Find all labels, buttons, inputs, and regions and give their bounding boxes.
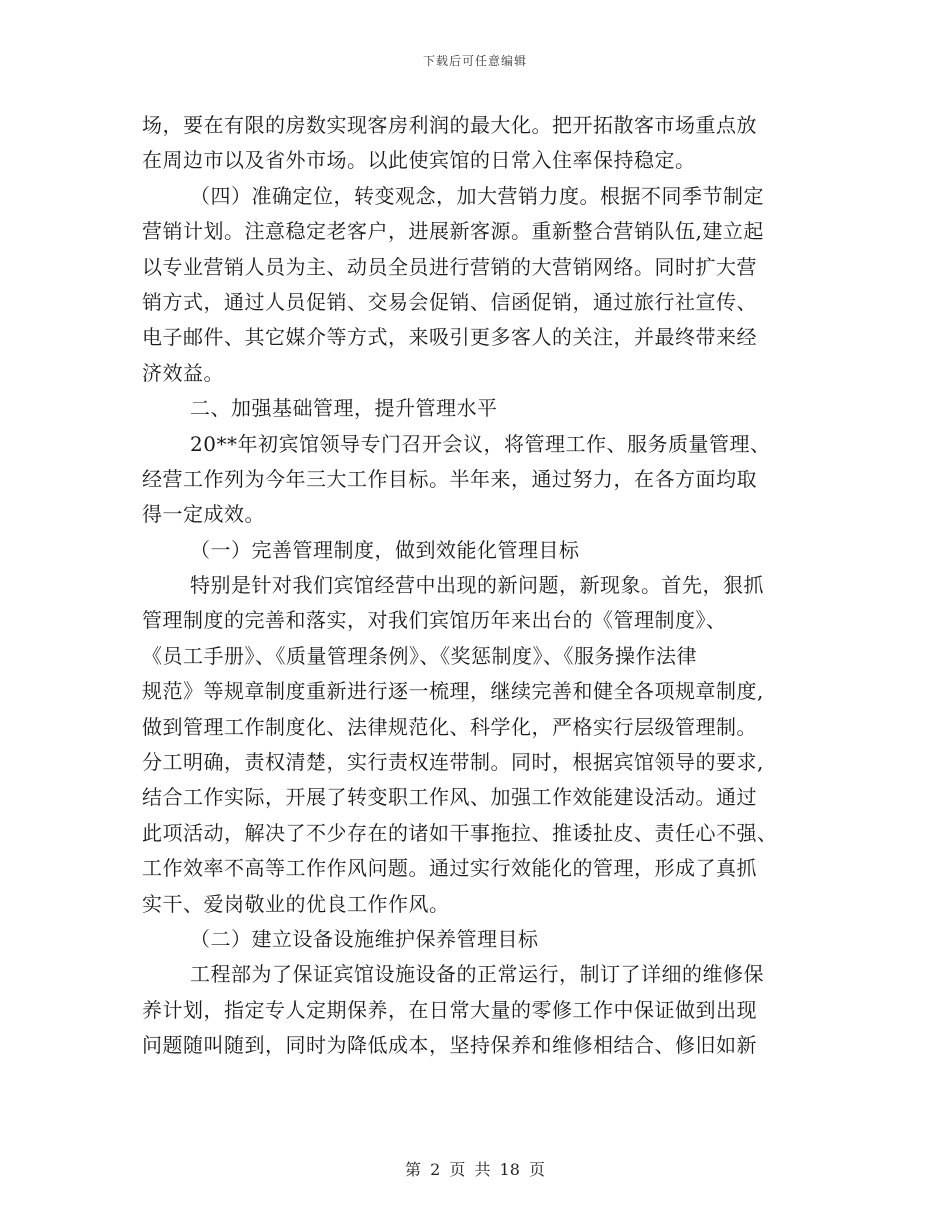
text-line: 做到管理工作制度化、法律规范化、科学化，严格实行层级管理制。 — [142, 714, 757, 739]
text-line: 在周边市以及省外市场。以此使宾馆的日常入住率保持稳定。 — [142, 148, 696, 173]
text-line: （二）建立设备设施维护保养管理目标 — [190, 926, 539, 951]
text-line: 20**年初宾馆领导专门召开会议，将管理工作、服务质量管理、 — [190, 431, 771, 456]
text-line: 工程部为了保证宾馆设施设备的正常运行，制订了详细的维修保 — [190, 962, 764, 987]
text-line: 规范》等规章制度重新进行逐一梳理，继续完善和健全各项规章制度, — [142, 679, 764, 704]
text-line: 济效益。 — [142, 360, 224, 385]
text-line: （四）准确定位，转变观念，加大营销力度。根据不同季节制定 — [190, 183, 764, 208]
text-line: 《员工手册》、《质量管理条例》、《奖惩制度》、《服务操作法律 — [142, 643, 697, 668]
text-line: 二、加强基础管理，提升管理水平 — [190, 396, 498, 421]
text-line: 实干、爱岗敬业的优良工作作风。 — [142, 891, 450, 916]
text-line: 销方式，通过人员促销、交易会促销、信函促销，通过旅行社宣传、 — [142, 289, 757, 314]
text-line: 养计划，指定专人定期保养，在日常大量的零修工作中保证做到出现 — [142, 997, 757, 1022]
text-line: 特别是针对我们宾馆经营中出现的新问题，新现象。首先，狠抓 — [190, 573, 764, 598]
text-line: 此项活动，解决了不少存在的诸如干事拖拉、推诿扯皮、责任心不强、 — [142, 820, 778, 845]
text-line: 营销计划。注意稳定老客户，进展新客源。重新整合营销队伍,建立起 — [142, 219, 764, 244]
text-line: 结合工作实际，开展了转变职工作风、加强工作效能建设活动。通过 — [142, 785, 757, 810]
document-body — [142, 108, 808, 1064]
page-number: 第 2 页 共 18 页 — [405, 1160, 545, 1179]
text-line: 经营工作列为今年三大工作目标。半年来，通过努力，在各方面均取 — [142, 466, 757, 491]
text-line: 工作效率不高等工作作风问题。通过实行效能化的管理，形成了真抓 — [142, 856, 757, 881]
page-header: 下载后可任意编辑 — [422, 54, 527, 68]
text-line: 场，要在有限的房数实现客房利润的最大化。把开拓散客市场重点放 — [142, 113, 757, 137]
text-line: 电子邮件、其它媒介等方式，来吸引更多客人的关注，并最终带来经 — [142, 325, 757, 350]
text-line: 得一定成效。 — [142, 502, 265, 527]
text-line: 分工明确，责权清楚，实行责权连带制。同时，根据宾馆领导的要求, — [142, 750, 764, 775]
text-line: 管理制度的完善和落实，对我们宾馆历年来出台的《管理制度》、 — [142, 608, 727, 633]
text-line: （一）完善管理制度，做到效能化管理目标 — [190, 537, 580, 562]
text-line: 问题随叫随到，同时为降低成本，坚持保养和维修相结合、修旧如新 — [142, 1033, 757, 1058]
text-line: 以专业营销人员为主、动员全员进行营销的大营销网络。同时扩大营 — [142, 254, 757, 279]
